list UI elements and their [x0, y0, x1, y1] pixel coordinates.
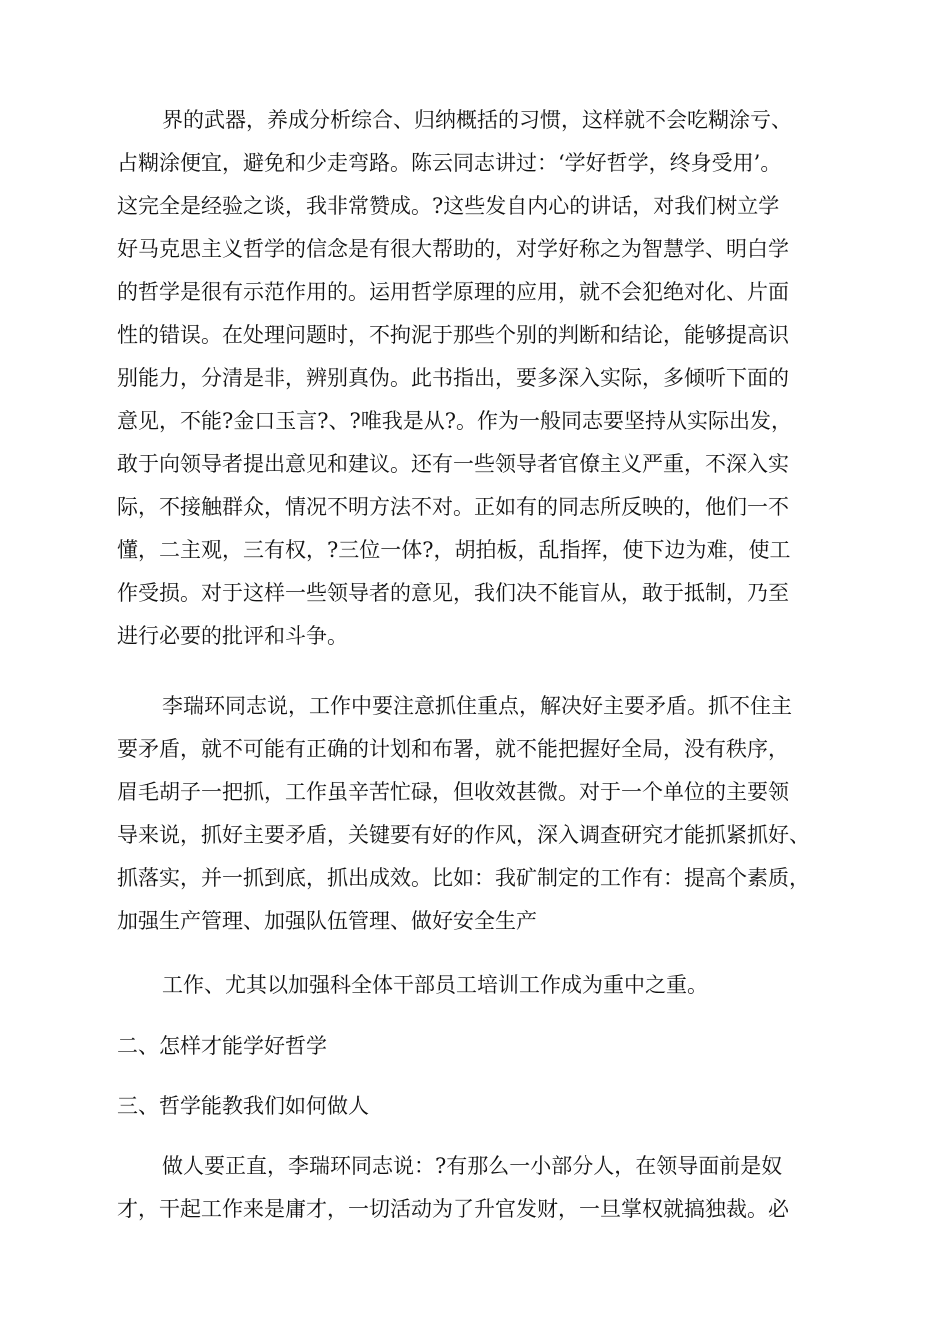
text-line: 际，不接触群众，情况不明方法不对。正如有的同志所反映的，他们一不	[117, 495, 789, 519]
text-line: 才，干起工作来是庸才，一切活动为了升官发财，一旦掌权就搞独裁。必	[117, 1197, 789, 1221]
section-heading: 二、怎样才能学好哲学	[117, 1034, 327, 1058]
text-line: 李瑞环同志说，工作中要注意抓住重点，解决好主要矛盾。抓不住主	[162, 694, 792, 718]
text-line: 懂，二主观，三有权，?三位一体?，胡拍板，乱指挥，使下边为难，使工	[117, 538, 791, 562]
text-line: 进行必要的批评和斗争。	[117, 624, 348, 648]
text-line: 的哲学是很有示范作用的。运用哲学原理的应用，就不会犯绝对化、片面	[117, 280, 789, 304]
text-line: 占糊涂便宜，避免和少走弯路。陈云同志讲过：‘学好哲学，终身受用’。	[117, 151, 782, 175]
text-line: 性的错误。在处理问题时，不拘泥于那些个别的判断和结论，能够提高识	[117, 323, 789, 347]
section-heading: 三、哲学能教我们如何做人	[117, 1094, 369, 1118]
text-line: 界的武器，养成分析综合、归纳概括的习惯，这样就不会吃糊涂亏、	[162, 108, 792, 132]
text-line: 要矛盾，就不可能有正确的计划和布署，就不能把握好全局，没有秩序，	[117, 737, 789, 761]
text-line: 敢于向领导者提出意见和建议。还有一些领导者官僚主义严重，不深入实	[117, 452, 789, 476]
text-line: 作受损。对于这样一些领导者的意见，我们决不能盲从，敢于抵制，乃至	[117, 581, 789, 605]
text-line: 眉毛胡子一把抓，工作虽辛苦忙碌，但收效甚微。对于一个单位的主要领	[117, 780, 789, 804]
text-line: 导来说，抓好主要矛盾，关键要有好的作风，深入调查研究才能抓紧抓好、	[117, 823, 810, 847]
text-line: 抓落实，并一抓到底，抓出成效。比如：我矿制定的工作有：提高个素质，	[117, 866, 810, 890]
text-line: 意见，不能?金口玉言?、?唯我是从?。作为一般同志要坚持从实际出发，	[117, 409, 793, 433]
text-line: 工作、尤其以加强科全体干部员工培训工作成为重中之重。	[162, 973, 708, 997]
text-line: 加强生产管理、加强队伍管理、做好安全生产	[117, 909, 537, 933]
text-line: 这完全是经验之谈，我非常赞成。?这些发自内心的讲话，对我们树立学	[117, 194, 780, 218]
text-line: 做人要正直，李瑞环同志说：?有那么一小部分人，在领导面前是奴	[162, 1154, 783, 1178]
text-line: 好马克思主义哲学的信念是有很大帮助的，对学好称之为智慧学、明白学	[117, 237, 789, 261]
text-line: 别能力，分清是非，辨别真伪。此书指出，要多深入实际，多倾听下面的	[117, 366, 789, 390]
